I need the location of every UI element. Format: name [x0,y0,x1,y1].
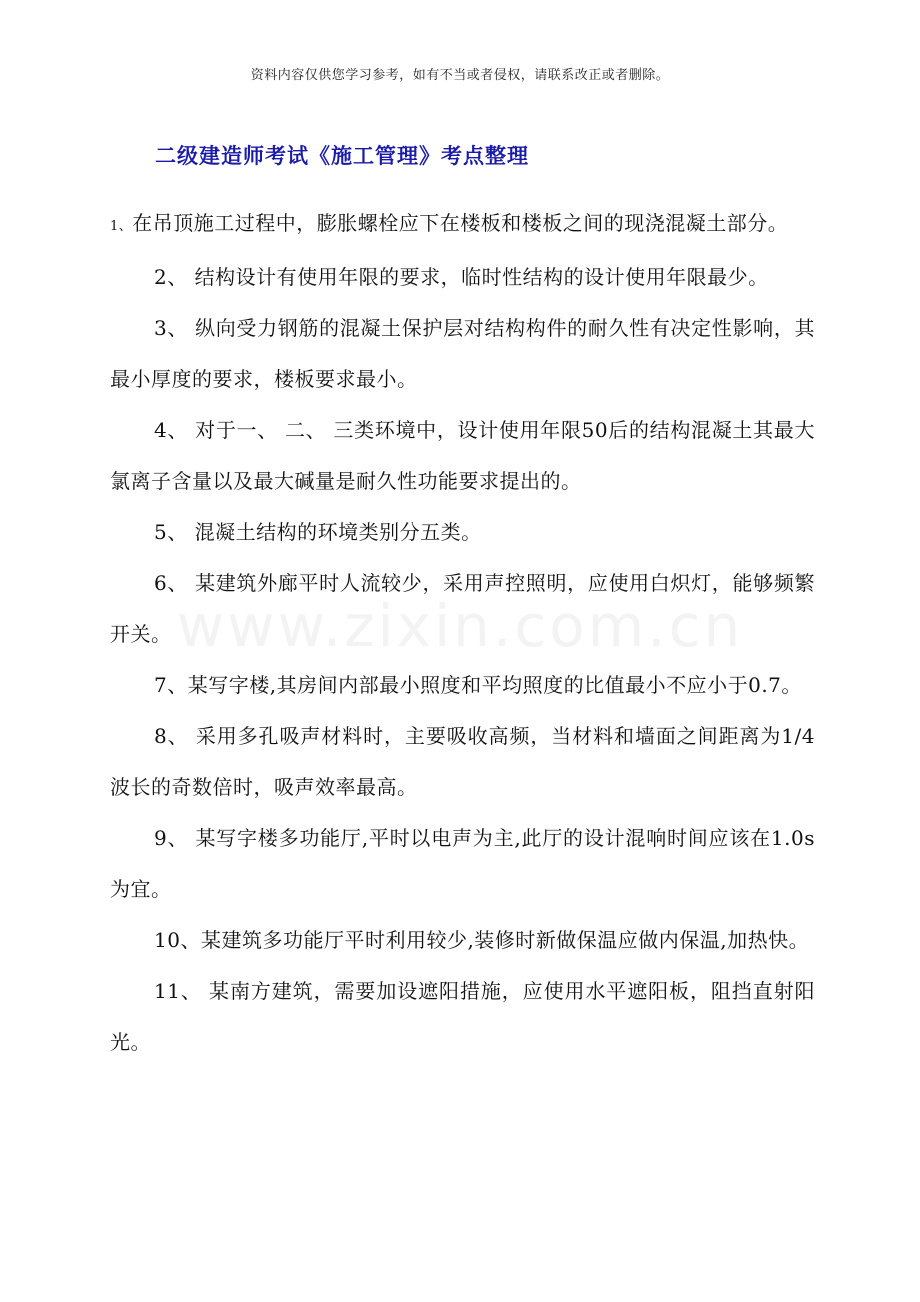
list-item [110,252,815,303]
item-text: 某写字楼,其房间内部最小照度和平均照度的比值最小不应小于0.7。 [187,673,802,697]
list-item [110,303,815,405]
document-title: 二级建造师考试《施工管理》考点整理 [155,143,529,168]
list-item [110,507,815,558]
header-disclaimer: 资料内容仅供您学习参考，如有不当或者侵权，请联系改正或者删除。 [250,68,670,83]
item-text: 某南方建筑，需要加设遮阳措施，应使用水平遮阳板，阻挡直射阳光。 [110,979,816,1054]
document-body [110,198,815,1068]
item-number: 1、 [110,219,133,234]
item-text: 某建筑多功能厅平时利用较少,装修时新做保温应做内保温,加热快。 [200,928,810,952]
list-item [110,558,815,660]
item-number: 3、 [154,316,189,340]
list-item [110,660,815,711]
item-number: 11、 [154,979,202,1003]
list-item [110,198,815,252]
item-number: 2、 [154,265,188,289]
item-number: 7、 [154,673,188,697]
list-item [110,405,815,507]
item-text: 对于一、 二、 三类环境中，设计使用年限50后的结构混凝土其最大氯离子含量以及最大碱量是耐久性功能要求提出的。 [110,418,815,493]
item-text: 纵向受力钢筋的混凝土保护层对结构构件的耐久性有决定性影响，其最小厚度的要求，楼板要求最小。 [110,316,815,391]
list-item [110,966,815,1068]
item-text: 采用多孔吸声材料时，主要吸收高频，当材料和墙面之间距离为1/4波长的奇数倍时，吸声效率最高。 [110,724,815,799]
list-item [110,915,815,966]
item-text: 某写字楼多功能厅,平时以电声为主,此厅的设计混响时间应该在1.0s 为宜。 [110,826,815,901]
item-text: 某建筑外廊平时人流较少，采用声控照明，应使用白炽灯，能够频繁开关。 [110,571,815,646]
item-text: 混凝土结构的环境类别分五类。 [187,520,482,544]
item-number: 4、 [154,418,189,442]
list-item [110,711,815,813]
item-text: 结构设计有使用年限的要求，临时性结构的设计使用年限最少。 [187,265,769,289]
item-text: 在吊顶施工过程中，膨胀螺栓应下在楼板和楼板之间的现浇混凝土部分。 [132,211,789,235]
item-number: 5、 [154,520,188,544]
item-number: 10、 [154,928,201,952]
watermark: www.zixin.com.cn [176,592,744,660]
item-number: 6、 [154,571,189,595]
item-number: 8、 [154,724,189,748]
item-number: 9、 [154,826,189,850]
list-item [110,813,815,915]
